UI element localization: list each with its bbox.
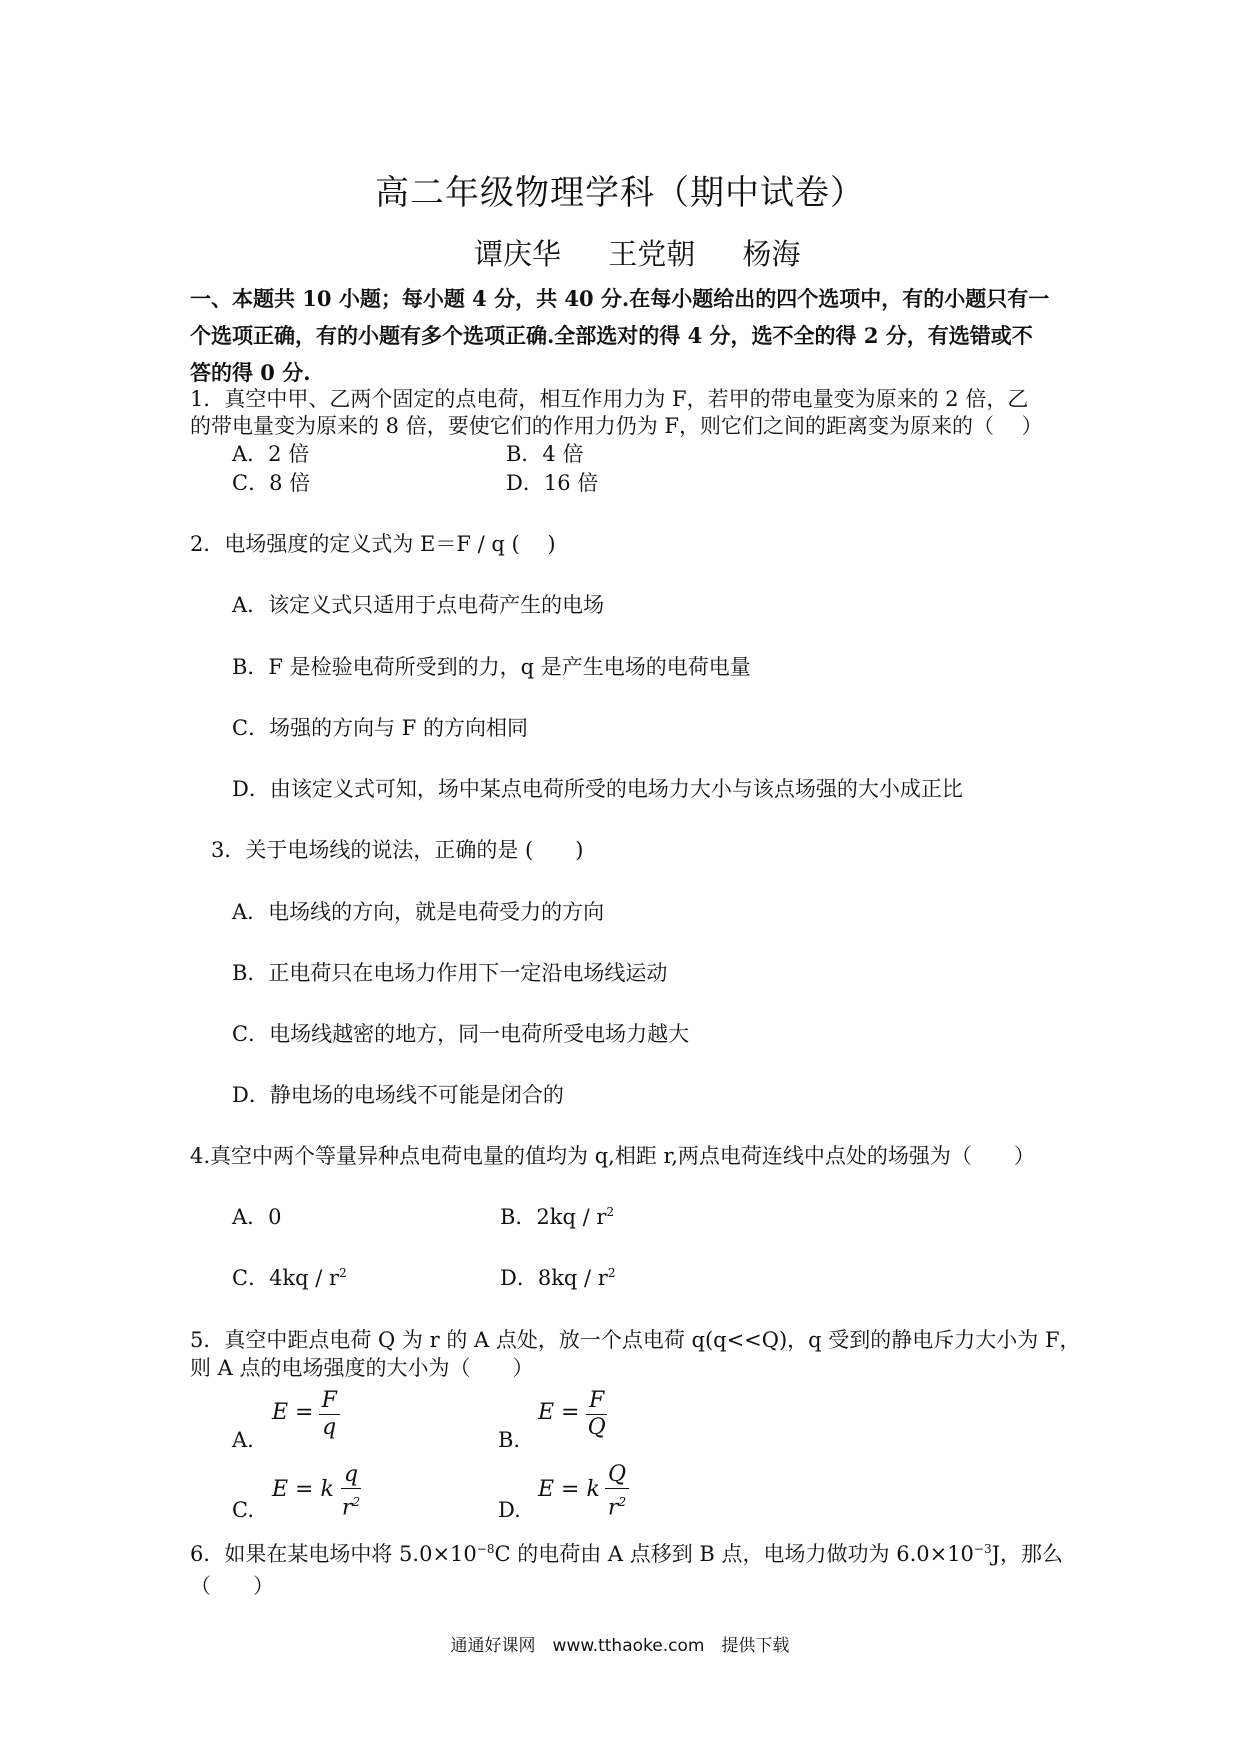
question-2-option-c: C．场强的方向与 F 的方向相同 (232, 716, 528, 740)
question-4-option-c: C．$4kq / r^2$ (232, 1266, 347, 1290)
question-1-line2: 的带电量变为原来的 8 倍，要使它们的作用力仍为 F，则它们之间的距离变为原来的（ ） (190, 414, 1043, 438)
instruction-line: 一、本题共 10 小题；每小题 4 分，共 40 分.在每小题给出的四个选项中，有的小题只有一 (190, 286, 1050, 311)
question-4-option-b: B．$2kq / r^2$ (500, 1205, 615, 1229)
question-4-option-a: A．0 (232, 1205, 282, 1229)
question-6-line2: （ ） (190, 1574, 274, 1598)
question-5-option-d-label: D. (498, 1498, 521, 1522)
author-name: 谭庆华 (474, 237, 562, 271)
instruction-line: 个选项正确，有的小题有多个选项正确.全部选对的得 4 分，选不全的得 2 分，有选错或不 (190, 323, 1033, 348)
question-5-line1: 5．真空中距点电荷 Q 为 r 的 A 点处，放一个点电荷 q(q<<Q)，q 受到的静电斥力大小为 F， (190, 1328, 1081, 1352)
question-1-option-c: C．8 倍 (232, 471, 311, 495)
question-5-option-b-label: B. (498, 1428, 521, 1452)
instruction-line: 答的得 0 分. (190, 360, 311, 385)
question-2-option-d: D．由该定义式可知，场中某点电荷所受的电场力大小与该点场强的大小成正比 (232, 777, 963, 801)
question-3-stem: 3．关于电场线的说法，正确的是 ( ) (211, 838, 584, 862)
question-1-option-d: D．16 倍 (506, 471, 599, 495)
question-2-option-a: A．该定义式只适用于点电荷产生的电场 (232, 593, 605, 617)
question-2-option-b: B．F 是检验电荷所受到的力，q 是产生电场的电荷电量 (232, 655, 751, 679)
author-list (474, 232, 800, 273)
question-5-option-c-formula: E = k $\frac{q}{r^2}$ (272, 1462, 361, 1521)
question-5-line2: 则 A 点的电场强度的大小为（ ） (190, 1356, 534, 1380)
question-1-option-b: B．4 倍 (506, 442, 584, 466)
author-name: 王党朝 (608, 237, 696, 271)
question-6-line1: 6．如果在某电场中将 $5.0\times 10^{-8}C$ 的电荷由 A 点移到 B 点，电场力做功为 $6.0\times 10^{-3}J$，那么 (190, 1542, 1064, 1566)
question-5-option-a-label: A. (232, 1428, 254, 1452)
question-4-option-d: D．$8kq / r^2$ (500, 1266, 616, 1290)
author-name: 杨海 (742, 237, 801, 271)
question-1-line1: 1．真空中甲、乙两个固定的点电荷，相互作用力为 F，若甲的带电量变为原来的 2 倍，乙 (190, 387, 1029, 411)
question-3-option-b: B．正电荷只在电场力作用下一定沿电场线运动 (232, 961, 668, 985)
page-title: 高二年级物理学科（期中试卷） (375, 173, 865, 213)
question-4-stem: 4.真空中两个等量异种点电荷电量的值均为 q,相距 r,两点电荷连线中点处的场强为（ ） (190, 1144, 1035, 1168)
question-1-option-a: A．2 倍 (232, 442, 310, 466)
question-2-stem: 2．电场强度的定义式为 E＝F / q ( ) (190, 532, 556, 556)
question-5-option-d-formula: E = k $\frac{Q}{r^2}$ (538, 1462, 629, 1521)
question-5-option-a-formula: E = $\frac{F}{q}$ (272, 1388, 340, 1441)
footer-credit: 通通好课网 www.tthaoke.com 提供下载 (450, 1636, 790, 1656)
question-3-option-d: D．静电场的电场线不可能是闭合的 (232, 1083, 564, 1107)
section-instructions (190, 280, 1070, 391)
question-5-option-c-label: C. (232, 1498, 254, 1522)
question-3-option-a: A．电场线的方向，就是电荷受力的方向 (232, 900, 605, 924)
question-5-option-b-formula: E = $\frac{F}{Q}$ (538, 1388, 606, 1440)
question-3-option-c: C．电场线越密的地方，同一电荷所受电场力越大 (232, 1022, 690, 1046)
